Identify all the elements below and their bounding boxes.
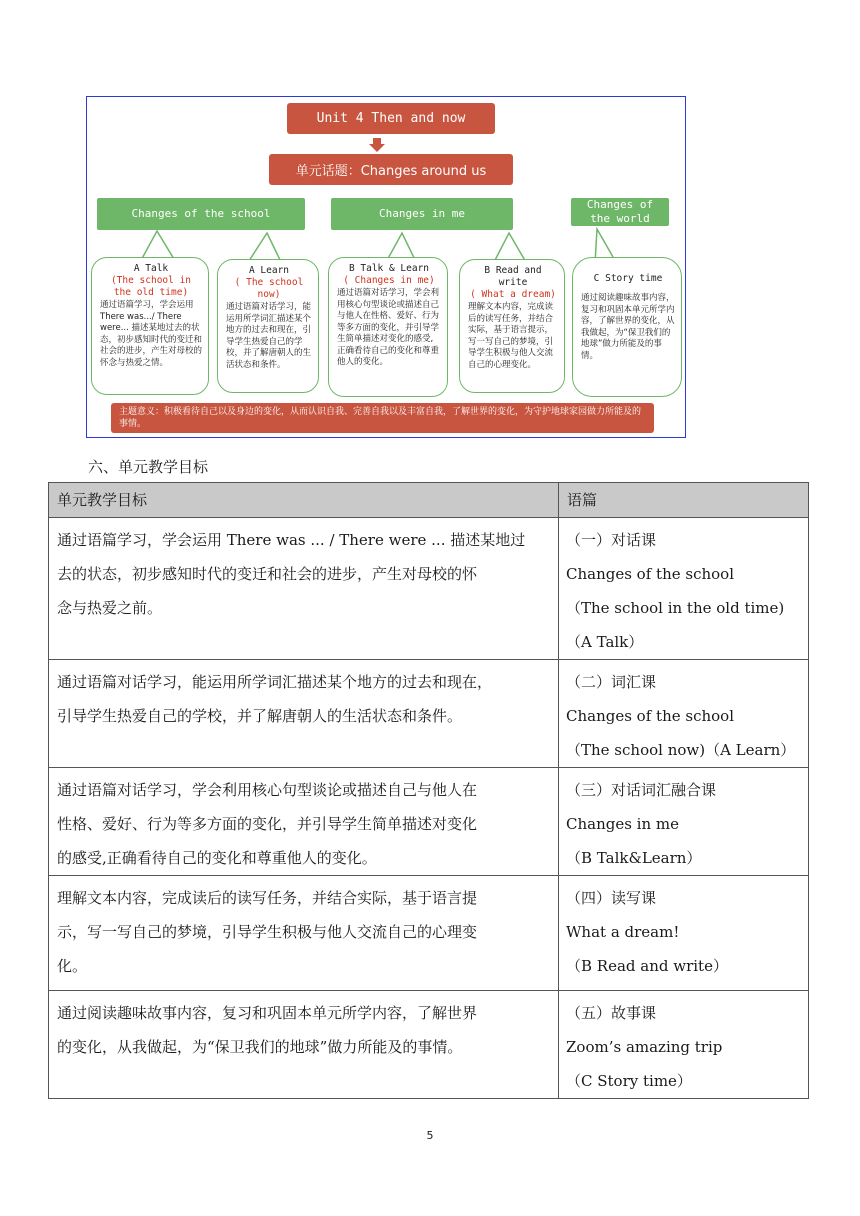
lesson-desc: 理解文本内容，完成读后的读写任务，并结合实际，基于语言提示，写一写自己的梦境，引导学生积极与他人交流自己的心理变化。 bbox=[468, 302, 554, 370]
category-label: Changes of the world bbox=[586, 198, 654, 225]
text-line: （C Story time） bbox=[566, 1072, 692, 1090]
unit-title-box bbox=[287, 103, 495, 134]
goal-line: 通过语篇对话学习，学会利用核心句型谈论或描述自己与他人在 bbox=[57, 781, 478, 799]
category-label: Changes of the school bbox=[131, 207, 271, 220]
text-line: （B Talk&Learn） bbox=[566, 849, 702, 867]
text-line: （五）故事课 bbox=[566, 1004, 657, 1022]
goal-cell bbox=[49, 991, 559, 1099]
goal-line: 的感受,正确看待自己的变化和尊重他人的变化。 bbox=[57, 849, 377, 867]
page-number: 5 bbox=[426, 1129, 434, 1142]
lesson-title: B Talk & Learn bbox=[348, 263, 430, 274]
unit-diagram bbox=[86, 96, 686, 438]
unit-title: Unit 4 Then and now bbox=[316, 111, 466, 126]
text-line: （The school now)（A Learn） bbox=[566, 741, 796, 759]
goal-line: 化。 bbox=[57, 957, 88, 975]
topic-box bbox=[269, 154, 513, 185]
topic-text: 单元话题：Changes around us bbox=[295, 164, 487, 179]
lesson-desc: 通过语篇对话学习，学会利用核心句型谈论或描述自己与他人在性格、爱好、行为等多方面的变化，并引导学生简单描述对变化的感受,正确看待自己的变化和尊重他人的变化。 bbox=[337, 288, 440, 367]
lesson-title: A Learn bbox=[248, 265, 290, 276]
goal-cell bbox=[49, 876, 559, 991]
goal-line: 性格、爱好、行为等多方面的变化，并引导学生简单描述对变化 bbox=[57, 815, 478, 833]
text-line: What a dream! bbox=[566, 923, 680, 941]
goal-line: 念与热爱之前。 bbox=[57, 599, 163, 617]
text-line: （二）词汇课 bbox=[566, 673, 657, 691]
lesson-desc: 通过语篇对话学习，能运用所学词汇描述某个地方的过去和现在，引导学生热爱自己的学校，并了解唐朝人的生活状态和条件。 bbox=[226, 302, 312, 370]
lesson-subtitle: ( What a dream) bbox=[470, 289, 556, 300]
lesson-title: B Read and write bbox=[484, 265, 542, 288]
table-row bbox=[49, 518, 809, 660]
table-row bbox=[49, 991, 809, 1099]
text-cell bbox=[559, 768, 809, 876]
goal-line: 理解文本内容，完成读后的读写任务，并结合实际，基于语言提 bbox=[57, 889, 478, 907]
text-cell bbox=[559, 660, 809, 768]
goal-cell bbox=[49, 660, 559, 768]
goal-cell bbox=[49, 518, 559, 660]
table-header-row bbox=[49, 483, 809, 518]
goal-line: 的变化，从我做起，为“保卫我们的地球”做力所能及的事情。 bbox=[57, 1038, 463, 1056]
category-world bbox=[571, 198, 669, 226]
category-school bbox=[97, 198, 305, 230]
category-label: Changes in me bbox=[378, 207, 466, 220]
table-row bbox=[49, 876, 809, 991]
goal-line: 去的状态，初步感知时代的变迁和社会的进步，产生对母校的怀 bbox=[57, 565, 478, 583]
text-cell bbox=[559, 876, 809, 991]
arrow-down-icon bbox=[369, 138, 385, 152]
lesson-subtitle: ( Changes in me) bbox=[343, 275, 435, 286]
text-line: Changes in me bbox=[566, 815, 680, 833]
goals-table bbox=[48, 482, 809, 1099]
lesson-bubble bbox=[459, 259, 565, 393]
text-line: （一）对话课 bbox=[566, 531, 657, 549]
text-line: （四）读写课 bbox=[566, 889, 657, 907]
lesson-bubble bbox=[572, 257, 682, 397]
text-line: （A Talk） bbox=[566, 633, 644, 651]
text-line: （The school in the old time) bbox=[566, 599, 785, 617]
lesson-bubble bbox=[91, 257, 209, 395]
lesson-title: A Talk bbox=[133, 263, 169, 274]
text-cell bbox=[559, 518, 809, 660]
theme-bar bbox=[111, 403, 654, 433]
goal-line: 通过语篇学习，学会运用 There was ... / There were ... 描述某地过 bbox=[57, 531, 526, 549]
lesson-desc: 通过语篇学习，学会运用There was.../ There were... 描述某地过去的状态，初步感知时代的变迁和社会的进步，产生对母校的怀念与热爱之情。 bbox=[100, 300, 203, 368]
table-row bbox=[49, 660, 809, 768]
goal-line: 通过阅读趣味故事内容，复习和巩固本单元所学内容，了解世界 bbox=[57, 1004, 478, 1022]
header-goal: 单元教学目标 bbox=[49, 483, 559, 518]
text-line: （三）对话词汇融合课 bbox=[566, 781, 717, 799]
lesson-title: C Story time bbox=[593, 273, 663, 284]
header-text: 语篇 bbox=[559, 483, 809, 518]
text-line: Zoom’s amazing trip bbox=[566, 1038, 723, 1056]
goal-line: 示，写一写自己的梦境，引导学生积极与他人交流自己的心理变 bbox=[57, 923, 478, 941]
section-title: 六、单元教学目标 bbox=[88, 458, 209, 476]
goal-line: 引导学生热爱自己的学校，并了解唐朝人的生活状态和条件。 bbox=[57, 707, 463, 725]
goal-cell bbox=[49, 768, 559, 876]
theme-text: 主题意义：积极看待自己以及身边的变化，从而认识自我、完善自我以及丰富自我，了解世界的变化，为守护地球家园做力所能及的事情。 bbox=[119, 407, 642, 429]
lesson-bubble bbox=[217, 259, 319, 393]
category-me bbox=[331, 198, 513, 230]
text-cell bbox=[559, 991, 809, 1099]
lesson-subtitle: ( The school now) bbox=[234, 277, 304, 300]
text-line: Changes of the school bbox=[566, 565, 734, 583]
table-row bbox=[49, 768, 809, 876]
text-line: Changes of the school bbox=[566, 707, 734, 725]
lesson-subtitle: (The school in the old time) bbox=[110, 275, 192, 298]
text-line: （B Read and write） bbox=[566, 957, 728, 975]
lesson-bubble bbox=[328, 257, 448, 397]
lesson-desc: 通过阅读趣味故事内容，复习和巩固本单元所学内容，了解世界的变化，从我做起，为“保卫我们的地球”做力所能及的事情。 bbox=[581, 293, 675, 361]
goal-line: 通过语篇对话学习，能运用所学词汇描述某个地方的过去和现在， bbox=[57, 673, 493, 691]
